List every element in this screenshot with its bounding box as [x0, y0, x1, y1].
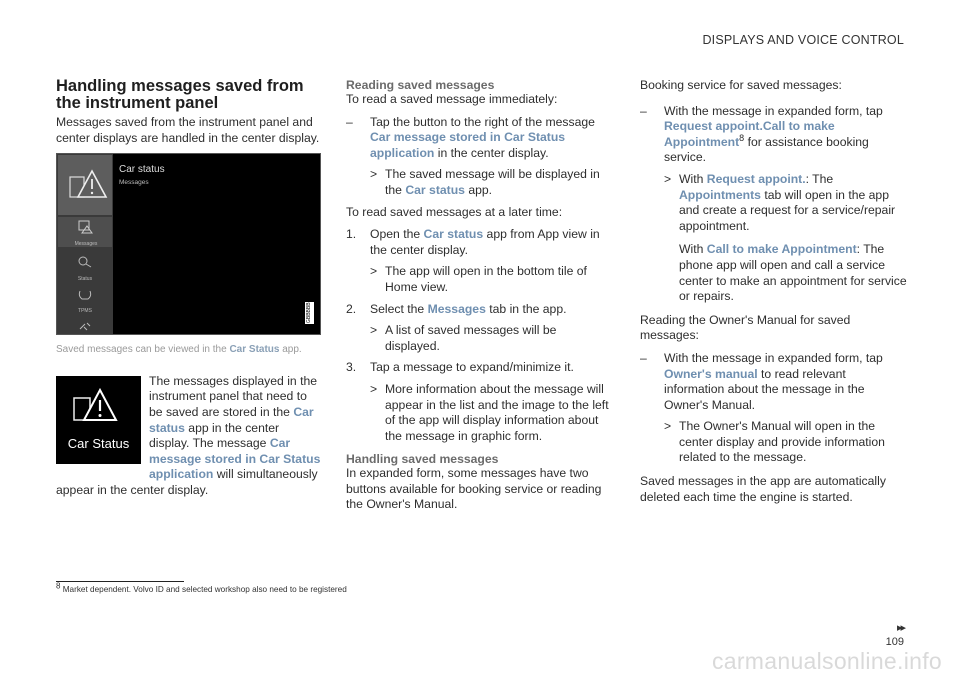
result-step-2: > A list of saved messages will be displayed.	[370, 323, 557, 353]
numbered-step-2: 2. Select the Messages tab in the app.	[346, 301, 567, 316]
status-icon	[77, 255, 93, 269]
screen-sidebar	[57, 154, 113, 334]
car-status-symbol-label: Car Status	[67, 436, 130, 452]
caption-highlight: Car Status	[229, 344, 280, 356]
center-display-figure	[56, 153, 321, 335]
warning-triangle-icon	[56, 376, 141, 436]
later-text: To read saved messages at a later time:	[346, 204, 563, 219]
sidebar-messages-tab	[58, 217, 112, 247]
intro-text: Messages saved from the instrument panel and center displays are handled in the center display.	[56, 115, 320, 145]
numbered-step-1: 1. Open the Car status app from App view in the center display.	[346, 227, 600, 257]
car-status-symbol	[56, 376, 141, 464]
column-2	[346, 78, 612, 520]
booking-intro: Booking service for saved messages:	[640, 78, 842, 92]
sidebar-tpms-label: TPMS	[78, 308, 92, 315]
result-call-appointment: With Call to make Appointment: The phone app will open and call a service center to make an appointment for service or repairs.	[679, 242, 907, 304]
warning-tile	[58, 155, 112, 215]
screen-title: Car status	[119, 164, 165, 176]
watermark: carmanualsonline.info	[711, 648, 942, 674]
sidebar-messages-label: Messages	[74, 241, 98, 248]
result-owners-manual: > The Owner's Manual will open in the center display and provide information related to the message.	[664, 419, 885, 465]
column-3	[640, 78, 908, 512]
handling-text: In expanded form, some messages have two buttons available for booking service or reading the Owner's Manual.	[346, 466, 602, 512]
warning-triangle-icon	[58, 155, 112, 215]
tpms-icon	[78, 289, 92, 301]
inline-highlight: Car message stored in Car Status application	[149, 436, 321, 482]
sidebar-status-label: Status	[77, 276, 93, 283]
subheading-handling: Handling saved messages	[346, 452, 499, 467]
car-status-paragraph: Car Status The messages displayed in the instrument panel that need to be saved are stored in the Car status app in the center display. The message Car message stored in Car Status application will simultaneously appear in the center display.	[56, 373, 321, 497]
screen-subtitle: Messages	[119, 179, 149, 187]
tools-icon	[78, 321, 92, 331]
result-step-1: > The app will open in the bottom tile of Home view.	[370, 264, 587, 294]
running-header: DISPLAYS AND VOICE CONTROL	[702, 33, 904, 47]
next-page-icon: ▸▸	[896, 622, 904, 634]
subheading-reading: Reading saved messages	[346, 78, 495, 92]
column-1	[56, 78, 322, 499]
numbered-step-3: 3. Tap a message to expand/minimize it.	[346, 360, 574, 375]
section-title: Handling messages saved from the instrument panel	[56, 77, 304, 112]
footnote: $^8$ Market dependent. Volvo ID and selected workshop also need to be registered	[56, 581, 347, 594]
manual-intro: Reading the Owner's Manual for saved messages:	[640, 312, 851, 343]
result-step-3: > More information about the message will appear in the list and the image to the left of the app will display information about the message in graphic form.	[370, 381, 609, 443]
step-owners-manual: – With the message in expanded form, tap Owner's manual to read relevant information about the message in the Owner's Manual.	[640, 350, 883, 412]
messages-icon	[58, 217, 112, 237]
step-request-appointment: – With the message in expanded form, tap Request appoint.Call to make Appointment$^8$ for assistance booking service.	[640, 103, 883, 165]
footnote-ref: 8	[739, 132, 745, 143]
result-request-appoint: > With Request appoint.: The Appointments tab will open in the app and create a request for a service/repair appointment. With Call to make Appointment: The phone app will open and call a service center to make an appointment for service or repairs.	[664, 171, 907, 304]
figure-code: GBBBBB	[306, 302, 312, 324]
figure-caption: Saved messages can be viewed in the Car Status app.	[56, 344, 302, 356]
inline-highlight: Car status	[149, 404, 314, 435]
result-1: > The saved message will be displayed in the Car status app.	[370, 167, 600, 197]
deleted-text: Saved messages in the app are automatically deleted each time the engine is started.	[640, 474, 886, 504]
footnote-rule	[56, 581, 184, 582]
immediate-text: To read a saved message immediately:	[346, 92, 558, 106]
page-number: 109	[885, 636, 904, 648]
step-tap-button: – Tap the button to the right of the message Car message stored in Car Status application in the center display.	[346, 114, 595, 160]
